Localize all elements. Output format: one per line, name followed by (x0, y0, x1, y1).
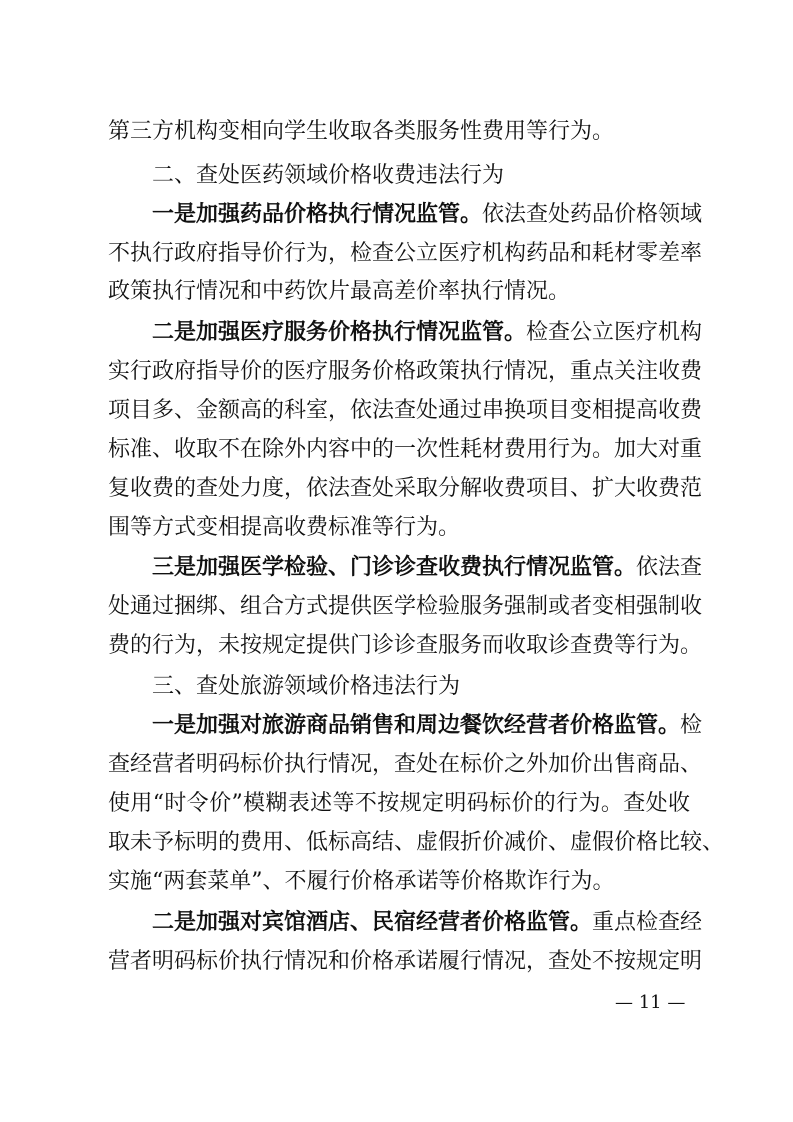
bold-lead: 三是加强医学检验、门诊诊查收费执行情况监管。 (152, 555, 637, 580)
paragraph-line: 实行政府指导价的医疗服务价格政策执行情况，重点关注收费 (108, 359, 703, 384)
paragraph-line: 费的行为，未按规定提供门诊诊查服务而收取诊查费等行为。 (108, 633, 703, 658)
paragraph-line (152, 553, 703, 583)
paragraph-line: 查经营者明码标价执行情况，查处在标价之外加价出售商品、 (108, 752, 703, 777)
paragraph-line: 复收费的查处力度，依法查处采取分解收费项目、扩大收费范 (108, 476, 703, 501)
bold-lead: 二是加强对宾馆酒店、民宿经营者价格监管。 (152, 910, 593, 935)
paragraph-text: 检查公立医疗机构 (526, 320, 703, 345)
paragraph-line: 处通过捆绑、组合方式提供医学检验服务强制或者变相强制收 (108, 594, 703, 619)
paragraph-line (152, 711, 703, 741)
paragraph-line (152, 318, 703, 348)
paragraph-line: 标准、收取不在除外内容中的一次性耗材费用行为。加大对重 (108, 437, 703, 462)
paragraph-line: 围等方式变相提高收费标准等行为。 (108, 515, 461, 540)
paragraph-line: 项目多、金额高的科室，依法查处通过串换项目变相提高收费 (108, 398, 703, 423)
paragraph-text: 检 (680, 713, 703, 738)
paragraph-line: 第三方机构变相向学生收取各类服务性费用等行为。 (108, 119, 615, 144)
section-heading: 三、查处旅游领域价格违法行为 (152, 674, 461, 699)
bold-lead: 二是加强医疗服务价格执行情况监管。 (152, 320, 527, 345)
paragraph-line (152, 200, 703, 230)
paragraph-line: 营者明码标价执行情况和价格承诺履行情况，查处不按规定明 (108, 949, 703, 974)
paragraph-line: 实施“两套菜单”、不履行价格承诺等价格欺诈行为。 (108, 869, 615, 894)
paragraph-line: 不执行政府指导价行为，检查公立医疗机构药品和耗材零差率 (108, 241, 703, 266)
page-number: — 11 — (615, 992, 686, 1013)
paragraph-line: 使用“时令价”模糊表述等不按规定明码标价的行为。查处收 (108, 791, 690, 816)
paragraph-text: 重点检查经 (592, 910, 703, 935)
paragraph-line: 取未予标明的费用、低标高结、虚假折价减价、虚假价格比较、 (108, 830, 725, 855)
paragraph-text: 依法查 (636, 555, 703, 580)
bold-lead: 一是加强药品价格执行情况监管。 (152, 202, 483, 227)
section-heading: 二、查处医药领域价格收费违法行为 (152, 163, 505, 188)
paragraph-text: 依法查处药品价格领域 (482, 202, 703, 227)
paragraph-line (152, 908, 703, 938)
paragraph-line: 政策执行情况和中药饮片最高差价率执行情况。 (108, 279, 571, 304)
bold-lead: 一是加强对旅游商品销售和周边餐饮经营者价格监管。 (152, 713, 681, 738)
